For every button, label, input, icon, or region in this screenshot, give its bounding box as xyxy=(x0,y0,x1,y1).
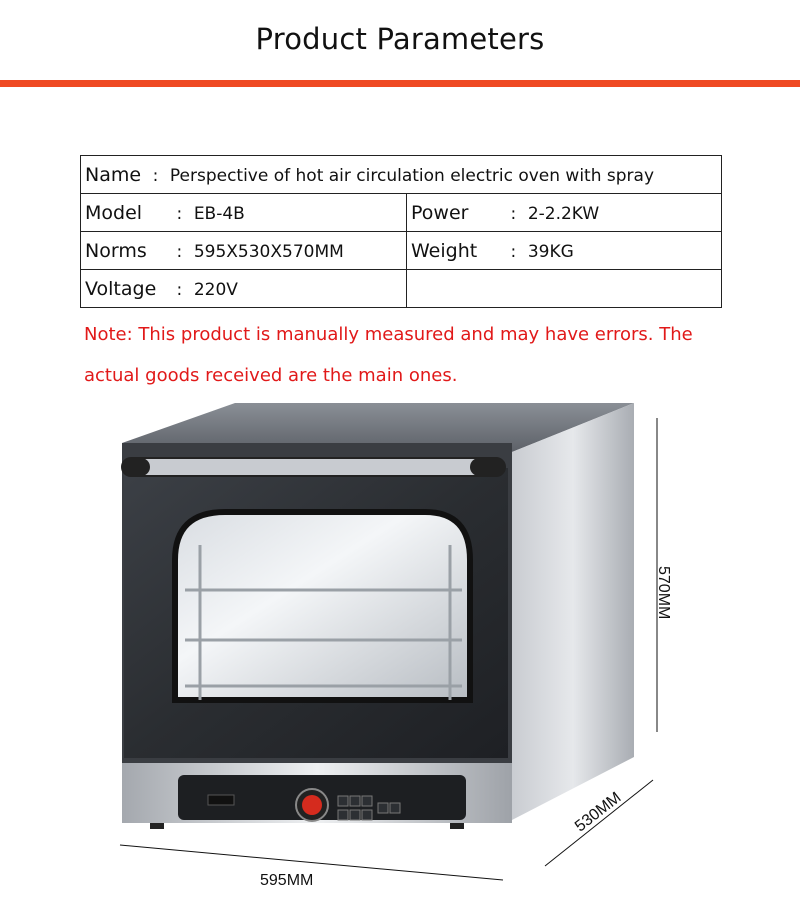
power-label: Power xyxy=(411,201,469,224)
power-cell xyxy=(407,194,722,232)
voltage-value: 220V xyxy=(193,279,238,300)
note-line-1: Note: This product is manually measured and may have errors. The xyxy=(84,324,693,345)
table-row xyxy=(81,194,722,232)
name-separator: : xyxy=(152,165,159,186)
note-line-2: actual goods received are the main ones. xyxy=(84,365,458,386)
weight-value: 39KG xyxy=(527,241,574,262)
voltage-label: Voltage xyxy=(85,277,157,300)
name-label: Name xyxy=(85,163,142,186)
norms-value: 595X530X570MM xyxy=(193,241,344,262)
title-divider xyxy=(0,80,800,87)
width-dimension-label: 595MM xyxy=(260,872,314,889)
voltage-cell xyxy=(81,270,407,308)
oven-illustration xyxy=(0,390,800,919)
table-row xyxy=(81,156,722,194)
norms-cell xyxy=(81,232,407,270)
page-title: Product Parameters xyxy=(255,22,545,56)
parameters-table xyxy=(80,155,722,308)
model-value: EB-4B xyxy=(193,203,245,224)
power-value: 2-2.2KW xyxy=(527,203,600,224)
door-handle xyxy=(122,458,505,476)
norms-label: Norms xyxy=(85,239,147,262)
name-cell xyxy=(81,156,722,194)
depth-dimension-label: 530MM xyxy=(572,789,625,836)
power-separator: : xyxy=(510,203,517,224)
model-label: Model xyxy=(85,201,143,224)
height-dimension-label: 570MM xyxy=(655,566,672,620)
model-cell xyxy=(81,194,407,232)
empty-cell xyxy=(407,270,722,308)
weight-label: Weight xyxy=(411,239,478,262)
name-value: Perspective of hot air circulation electric oven with spray xyxy=(169,165,655,186)
norms-separator: : xyxy=(176,241,183,262)
table-row xyxy=(81,270,722,308)
weight-separator: : xyxy=(510,241,517,262)
weight-cell xyxy=(407,232,722,270)
oven-window xyxy=(175,512,470,700)
oven-side xyxy=(512,403,634,820)
voltage-separator: : xyxy=(176,279,183,300)
model-separator: : xyxy=(176,203,183,224)
table-row xyxy=(81,232,722,270)
